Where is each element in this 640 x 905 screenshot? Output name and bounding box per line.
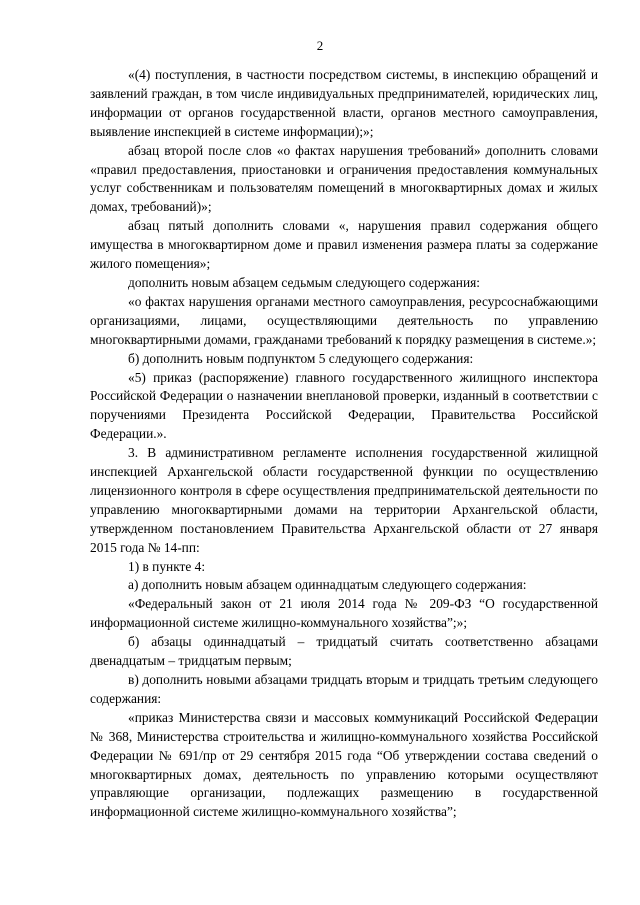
paragraph: «приказ Министерства связи и массовых коммуникаций Российской Федерации № 368, Министерства строительства и жилищно-коммунального хозяйства Российской Федерации № 691/пр от 29 сентября 2015 года “Об утверждении состава сведений о многоквартирных домах, деятельность по управлению которыми осуществляют управляющие организации, подлежащих размещению в государственной информационной системе жилищно-коммунального хозяйства”; [90, 709, 598, 820]
paragraph: 3. В административном регламенте исполнения государственной жилищной инспекцией Архангельской области государственной функции по осуществлению лицензионного контроля в сфере осуществления предпринимательской деятельности по управлению многоквартирными домами на территории Архангельской области, утвержденном постановлением Правительства Архангельской области от 27 января 2015 года № 14-пп: [90, 445, 598, 555]
paragraph: абзац второй после слов «о фактах нарушения требований» дополнить словами «правил предоставления, приостановки и ограничения предоставления коммунальных услуг собственникам и пользователям помещений в многоквартирных домах и жилых домах, требований)»; [90, 142, 598, 215]
paragraph: б) дополнить новым подпунктом 5 следующего содержания: [128, 350, 474, 366]
paragraph: «Федеральный закон от 21 июля 2014 года № 209-ФЗ “О государственной информационной системе жилищно-коммунального хозяйства”;»; [90, 596, 598, 631]
paragraph: б) абзацы одиннадцатый – тридцатый считать соответственно абзацами двенадцатым – тридцатым первым; [90, 634, 598, 669]
page-number: 2 [316, 38, 324, 53]
paragraph: в) дополнить новыми абзацами тридцать вторым и тридцать третьим следующего содержания: [90, 672, 598, 706]
document-body [90, 66, 598, 822]
paragraph: «5) приказ (распоряжение) главного государственного жилищного инспектора Российской Федерации о назначении внеплановой проверки, изданный в соответствии с поручениями Президента Российской Федерации, Правительства Российской Федерации.». [90, 369, 598, 442]
paragraph: дополнить новым абзацем седьмым следующего содержания: [128, 274, 480, 290]
paragraph: 1) в пункте 4: [128, 558, 206, 574]
paragraph: абзац пятый дополнить словами «, нарушения правил содержания общего имущества в многоквартирном доме и правил изменения размера платы за содержание жилого помещения»; [90, 218, 598, 272]
paragraph: «о фактах нарушения органами местного самоуправления, ресурсоснабжающими организациями, лицами, осуществляющими деятельность по управлению многоквартирными домами, гражданами требований к порядку размещения в системе.»; [90, 293, 598, 347]
paragraph: а) дополнить новым абзацем одиннадцатым следующего содержания: [128, 577, 527, 593]
paragraph: «(4) поступления, в частности посредством системы, в инспекцию обращений и заявлений граждан, в том числе индивидуальных предпринимателей, юридических лиц, информации от органов государственной власти, органов местного самоуправления, выявление инспекцией в системе информации);»; [90, 67, 598, 139]
